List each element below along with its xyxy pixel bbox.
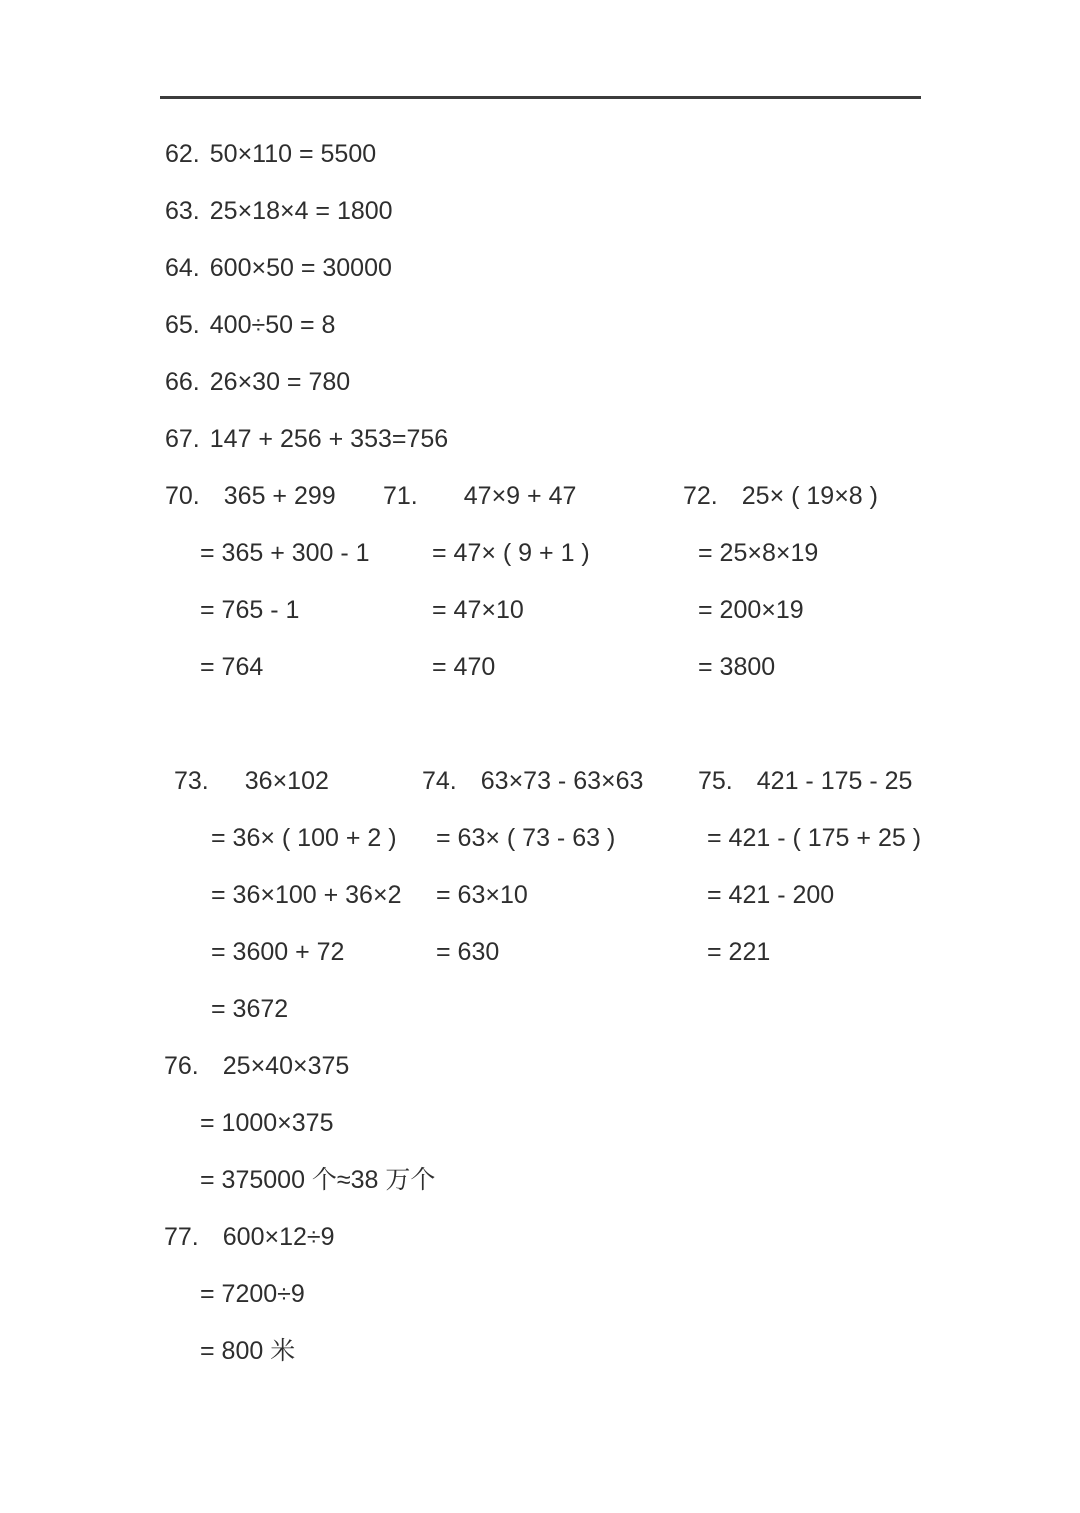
header-divider — [160, 96, 921, 99]
problem-75 — [698, 753, 912, 810]
work-step: = 3672 — [211, 995, 289, 1023]
work-step: = 1000×375 — [200, 1109, 334, 1137]
problem-74 — [422, 753, 643, 810]
problem-expression: 600×50 = 30000 — [209, 254, 392, 282]
work-step: = 764 — [200, 653, 264, 681]
problem-number: 74. — [422, 767, 457, 795]
problem-76-step-1 — [0, 1095, 1080, 1152]
problem-number: 62. — [165, 140, 200, 168]
problem-76-line — [0, 1038, 1080, 1095]
problem-number: 72. — [683, 482, 718, 510]
block1-step-row-2 — [0, 582, 1080, 639]
work-step: = 3800 — [698, 653, 776, 681]
problem-67-line — [0, 411, 1080, 468]
blank-line — [0, 696, 1080, 753]
problem-number: 73. — [174, 767, 209, 795]
problem-expression: 400÷50 = 8 — [209, 311, 336, 339]
problem-expression: 365 + 299 — [223, 482, 336, 510]
problem-expression: 63×73 - 63×63 — [480, 767, 644, 795]
work-step: = 36× ( 100 + 2 ) — [211, 824, 397, 852]
problems-73-74-75-line — [0, 753, 1080, 810]
problem-63-line — [0, 183, 1080, 240]
problem-70 — [165, 468, 336, 525]
block1-step-row-3 — [0, 639, 1080, 696]
work-step: = 36×100 + 36×2 — [211, 881, 402, 909]
problem-77-step-2 — [0, 1323, 1080, 1380]
problem-77-step-1 — [0, 1266, 1080, 1323]
problem-number: 67. — [165, 425, 200, 453]
block1-step-row-1 — [0, 525, 1080, 582]
work-step: = 7200÷9 — [200, 1280, 305, 1308]
problem-63 — [165, 183, 393, 240]
problem-expression: 47×9 + 47 — [463, 482, 577, 510]
problem-62-line — [0, 126, 1080, 183]
problem-expression: 421 - 175 - 25 — [756, 767, 913, 795]
problem-65-line — [0, 297, 1080, 354]
work-step: = 25×8×19 — [698, 539, 819, 567]
work-step: = 421 - 200 — [707, 881, 835, 909]
problem-expression: 25×18×4 = 1800 — [209, 197, 393, 225]
problem-expression: 25×40×375 — [222, 1052, 350, 1080]
problem-expression: 26×30 = 780 — [209, 368, 351, 396]
problem-number: 76. — [164, 1052, 199, 1080]
problem-77 — [164, 1209, 335, 1266]
problem-expression: 36×102 — [244, 767, 329, 795]
work-step: = 470 — [432, 653, 496, 681]
problem-number: 66. — [165, 368, 200, 396]
problem-62 — [165, 126, 376, 183]
problem-64 — [165, 240, 392, 297]
problem-number: 75. — [698, 767, 733, 795]
block2-step-row-2 — [0, 867, 1080, 924]
problem-67 — [165, 411, 448, 468]
problem-number: 77. — [164, 1223, 199, 1251]
problem-expression: 50×110 = 5500 — [209, 140, 377, 168]
work-step: = 630 — [436, 938, 500, 966]
work-step: = 365 + 300 - 1 — [200, 539, 370, 567]
problem-number: 64. — [165, 254, 200, 282]
work-step: = 47×10 — [432, 596, 524, 624]
block2-step-row-3 — [0, 924, 1080, 981]
block2-step-row-4 — [0, 981, 1080, 1038]
work-step: = 375000 个≈38 万个 — [200, 1166, 436, 1194]
problem-number: 71. — [383, 482, 418, 510]
problem-number: 70. — [165, 482, 200, 510]
answers-document — [0, 126, 1080, 1380]
work-step: = 63× ( 73 - 63 ) — [436, 824, 616, 852]
work-step: = 63×10 — [436, 881, 528, 909]
problem-number: 63. — [165, 197, 200, 225]
problem-expression: 600×12÷9 — [222, 1223, 335, 1251]
problem-66 — [165, 354, 350, 411]
work-step: = 47× ( 9 + 1 ) — [432, 539, 590, 567]
work-step: = 800 米 — [200, 1337, 296, 1365]
problems-70-71-72-line — [0, 468, 1080, 525]
problem-71 — [383, 468, 576, 525]
problem-64-line — [0, 240, 1080, 297]
problem-65 — [165, 297, 335, 354]
work-step: = 421 - ( 175 + 25 ) — [707, 824, 922, 852]
work-step: = 765 - 1 — [200, 596, 300, 624]
problem-expression: 25× ( 19×8 ) — [741, 482, 878, 510]
problem-76-step-2 — [0, 1152, 1080, 1209]
problem-77-line — [0, 1209, 1080, 1266]
work-step: = 200×19 — [698, 596, 804, 624]
problem-72 — [683, 468, 878, 525]
problem-73 — [174, 753, 329, 810]
work-step: = 221 — [707, 938, 771, 966]
problem-66-line — [0, 354, 1080, 411]
problem-76 — [164, 1038, 349, 1095]
problem-number: 65. — [165, 311, 200, 339]
work-step: = 3600 + 72 — [211, 938, 345, 966]
block2-step-row-1 — [0, 810, 1080, 867]
problem-expression: 147 + 256 + 353=756 — [209, 425, 449, 453]
